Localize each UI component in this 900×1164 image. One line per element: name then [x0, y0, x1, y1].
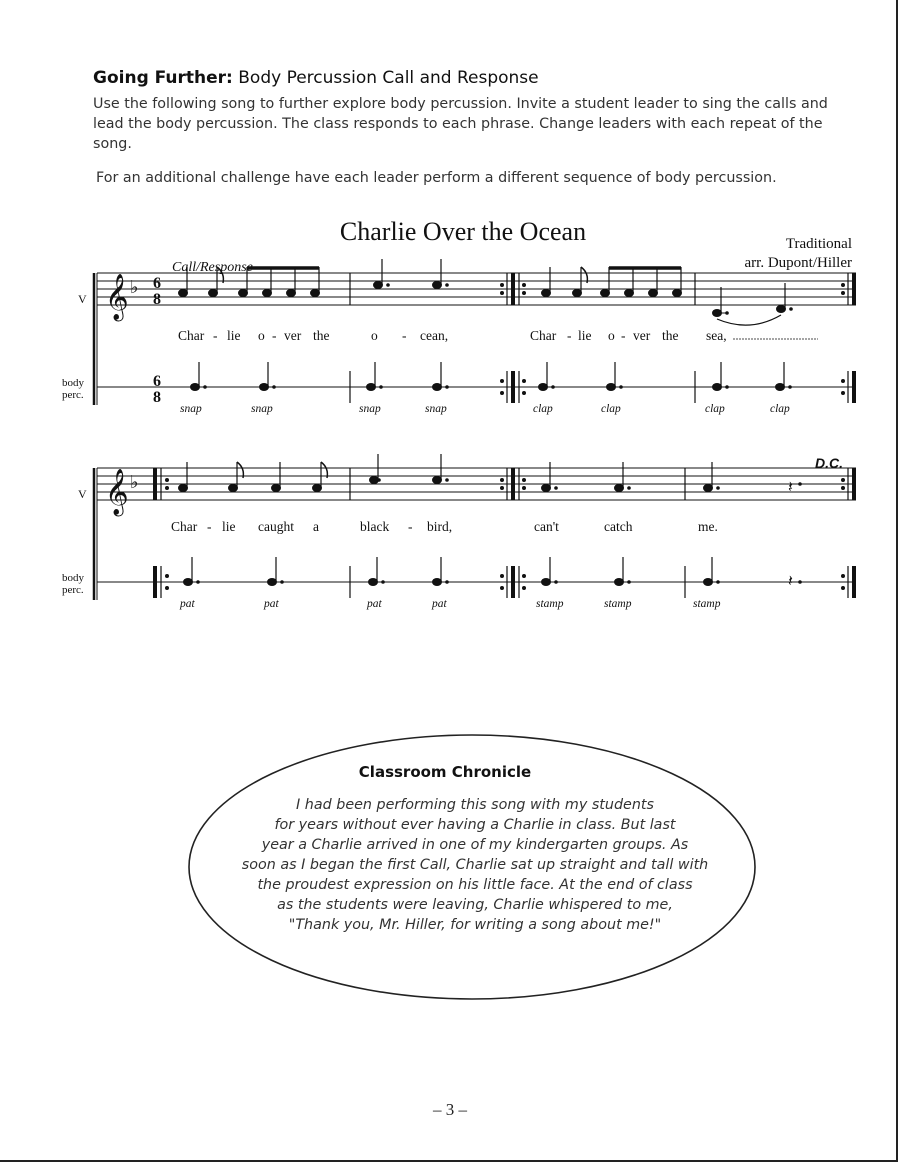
flat-key-signature-icon: ♭ [130, 472, 139, 493]
perc-word: stamp [536, 598, 564, 610]
treble-clef-icon: 𝄞 [105, 469, 129, 515]
lyric: o [258, 328, 265, 343]
lyric: caught [258, 519, 294, 534]
perc-word: stamp [693, 598, 721, 610]
flat-key-signature-icon: ♭ [130, 277, 139, 298]
perc-word: clap [533, 403, 553, 415]
lyric: sea, [706, 328, 727, 343]
chronicle-line: soon as I began the first Call, Charlie sat up straight and tall with [241, 857, 709, 873]
lyric: the [662, 328, 679, 343]
perc-label-line2: perc. [62, 389, 84, 401]
perc-word: clap [770, 403, 790, 415]
page-number: – 3 – [433, 1100, 467, 1119]
perc-word: clap [601, 403, 621, 415]
challenge-paragraph: For an additional challenge have each leader perform a different sequence of body percussion. [96, 170, 777, 186]
lyric: me. [698, 519, 718, 534]
dc-label: D.C. [815, 455, 843, 471]
lyric: - [213, 328, 218, 343]
lyric: - [402, 328, 407, 343]
perc-label-line1-2: body [62, 572, 84, 584]
voice-label-2: V [78, 487, 87, 501]
perc-word: pat [432, 598, 447, 610]
lyric: lie [578, 328, 592, 343]
lyric: bird, [427, 519, 453, 534]
perc-word: snap [425, 403, 447, 415]
perc-word: pat [264, 598, 279, 610]
perc-word: snap [180, 403, 202, 415]
lyric: - [567, 328, 572, 343]
lyric: lie [227, 328, 241, 343]
lyric: can't [534, 519, 559, 534]
perc-time-sig-bottom: 8 [153, 389, 161, 406]
treble-clef-icon: 𝄞 [105, 274, 129, 320]
perc-word: pat [367, 598, 382, 610]
lyric: - [272, 328, 277, 343]
heading-rest: Body Percussion Call and Response [238, 68, 539, 88]
perc-rest-icon: 𝄽 [788, 571, 793, 590]
chronicle-line: as the students were leaving, Charlie whispered to me, [277, 897, 673, 913]
chronicle-line: I had been performing this song with my students [296, 797, 654, 813]
perc-word: snap [251, 403, 273, 415]
lyric: lie [222, 519, 236, 534]
voice-label: V [78, 292, 87, 306]
song-credit-traditional: Traditional [785, 236, 852, 252]
perc-word: snap [359, 403, 381, 415]
time-sig-bottom: 8 [153, 291, 161, 308]
perc-word: pat [180, 598, 195, 610]
chronicle-title: Classroom Chronicle [358, 763, 532, 781]
perc-label-line2-2: perc. [62, 584, 84, 596]
chronicle-line: the proudest expression on his little face. At the end of class [257, 877, 693, 893]
chronicle-line: year a Charlie arrived in one of my kindergarten groups. As [261, 837, 689, 853]
rest-icon: 𝄽 [788, 477, 793, 496]
lyric: Char [178, 328, 205, 343]
perc-time-sig-top: 6 [153, 373, 161, 390]
lyric: - [621, 328, 626, 343]
perc-word: clap [705, 403, 725, 415]
call-response-label: Call/Response [172, 260, 253, 275]
lyric: o [608, 328, 615, 343]
chronicle-line: "Thank you, Mr. Hiller, for writing a song about me!" [288, 917, 662, 933]
perc-label-line1: body [62, 377, 84, 389]
time-sig-top: 6 [153, 275, 161, 292]
lyric: Char [171, 519, 198, 534]
lyric: catch [604, 519, 633, 534]
song-title: Charlie Over the Ocean [339, 217, 587, 246]
lyric: o [371, 328, 378, 343]
lyric: black [360, 519, 390, 534]
intro-paragraph: Use the following song to further explore body percussion. Invite a student leader to sing the calls and lead the body percussion. The class responds to each phrase. Change leaders with each repeat of the song. [93, 96, 828, 152]
heading-bold: Going Further: [93, 68, 233, 88]
lyric: - [207, 519, 212, 534]
perc-word: stamp [604, 598, 632, 610]
lyric: - [408, 519, 413, 534]
lyric: a [313, 519, 319, 534]
lyric: the [313, 328, 330, 343]
chronicle-line: for years without ever having a Charlie in class. But last [274, 817, 676, 833]
lyric: Char [530, 328, 557, 343]
lyric: ver [633, 328, 651, 343]
lyric: cean, [420, 328, 449, 343]
song-credit-arranger: arr. Dupont/Hiller [744, 255, 852, 271]
lyric: ver [284, 328, 302, 343]
